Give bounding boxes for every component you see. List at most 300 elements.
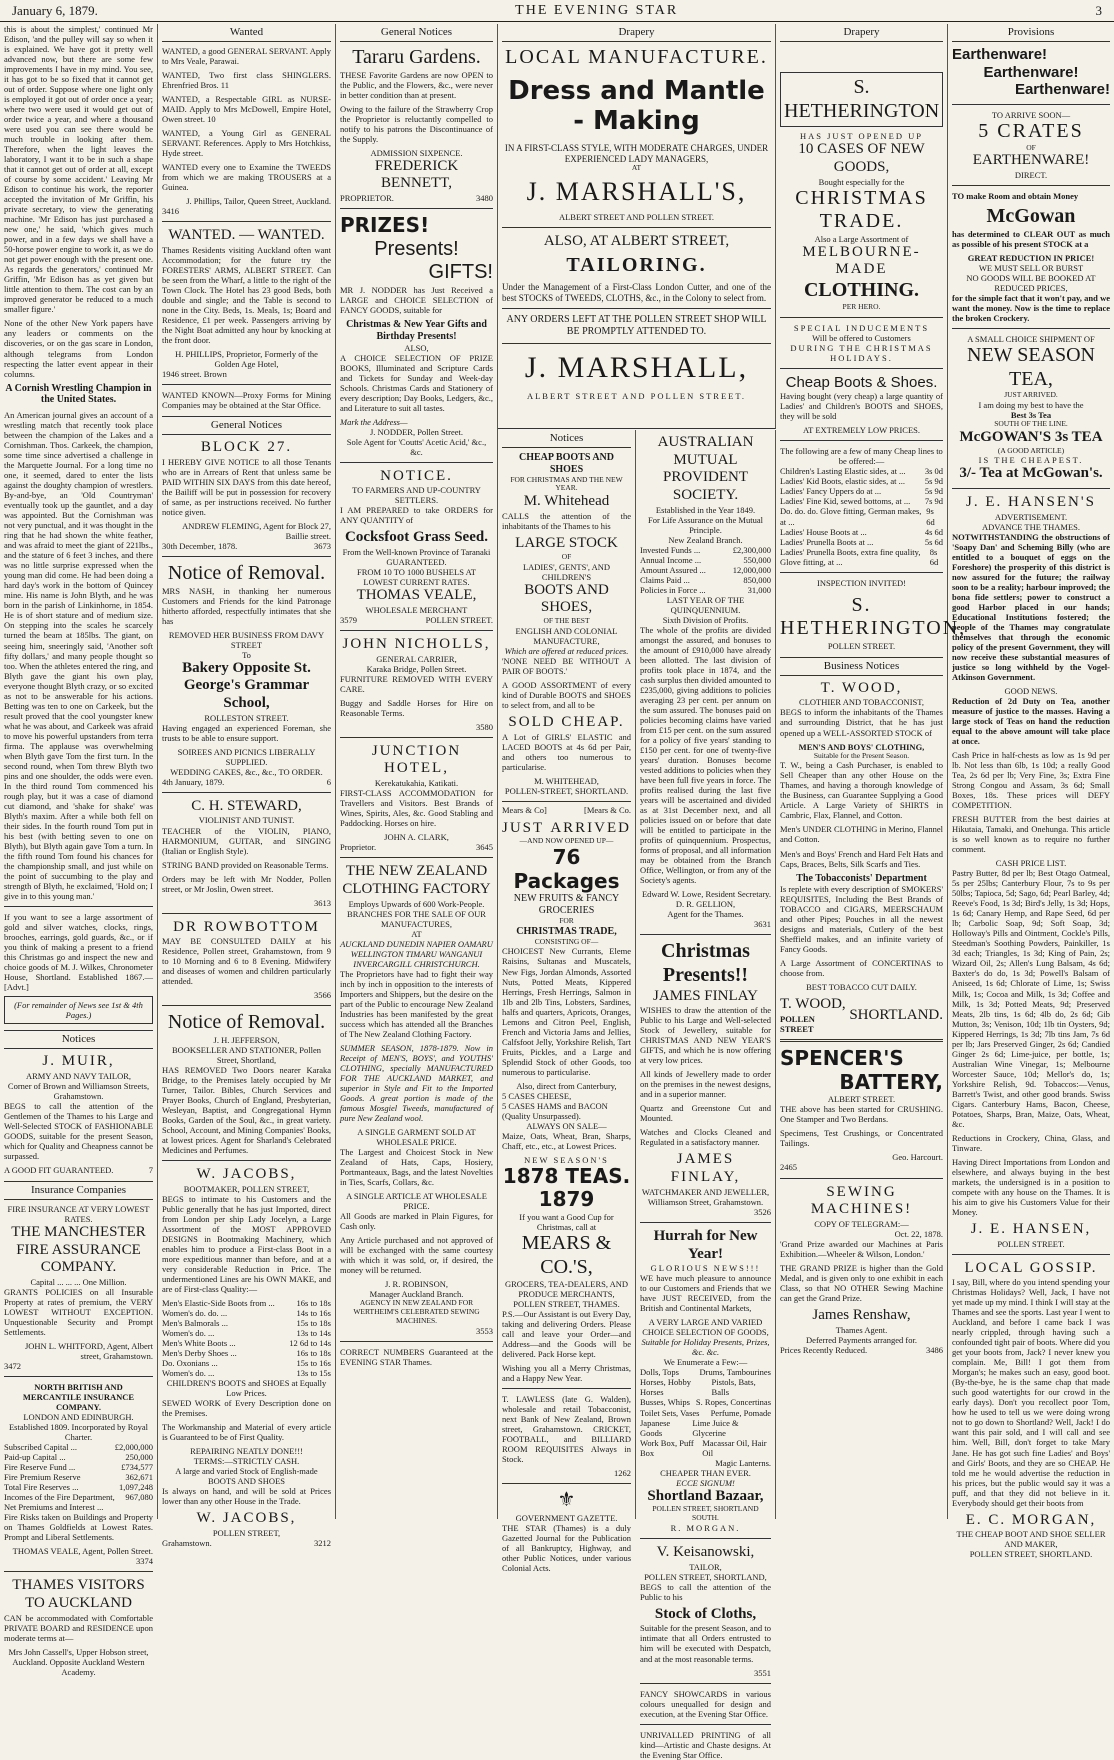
veale-agent: THOMAS VEALE, Agent, Pollen Street. (12, 1546, 153, 1557)
drapery-section-header: Drapery (502, 24, 771, 42)
north-british-figure-row (4, 1452, 153, 1462)
amp-figure-row (640, 555, 771, 565)
amp-figure-row (640, 565, 771, 575)
hurrah-suitable: Suitable for Holiday Presents, Prizes, &c. &c. (641, 1337, 770, 1358)
nz-clothing-heading: THE NEW ZEALAND CLOTHING FACTORY (342, 863, 491, 897)
jacobs2-name: W. JACOBS, (196, 1510, 297, 1527)
hansen2-address: POLLEN STREET. (997, 1238, 1065, 1249)
nodder-signature: J. NODDER, Pollen Street. (369, 426, 464, 437)
amp-figure-row-value: 850,000 (743, 574, 771, 585)
amp-figure-row-label: Invested Funds ... (640, 544, 701, 555)
local-gossip-heading: LOCAL GOSSIP. (964, 1259, 1098, 1276)
jacobs-price-row-value: 13s to 14s (296, 1328, 331, 1339)
whitehead-none: 'NONE NEED BE WITHOUT A PAIR OF BOOTS.' (502, 655, 631, 676)
keisanowski-body-2: Suitable for the present Season, and to intimate that all Orders entrusted to him will be executed with Despatch, and at the most reasonable terms. (640, 1623, 771, 1664)
jacobs-price-row-label: Women's do. ... (162, 1328, 215, 1339)
shortland-bazaar: Shortland Bazaar, (647, 1487, 764, 1504)
provisions-section-header: Provisions (952, 24, 1110, 42)
choicest-goods: CHOICEST New Currants, Eleme Raisins, Sultanas and Muscatels, New Figs, Jordan Almonds, Assorted Nuts, Potted Meats, Kippered Herrings, Fresh Herrings, Salmon in 1lb and 2lb Tins, Lobsters, Sardines, halfs and quarters, Apricots, Oranges, Lemons and Citron Peel, English, French and Victoria Jams and Jellies, Calfsfoot Jelly, Yorkshire Relish, Tart Fruits, Pickles, and a Large and Splendid Stock of other Goods, too numerous to particularise. (502, 946, 631, 1077)
jacobs-price-row-label: Men's Elastic-Side Boots from ... (162, 1298, 275, 1309)
lawless-number: 1262 (614, 1468, 631, 1479)
hetherington-price-row-label: Ladies' Kid Boots, elastic sides, at ... (780, 476, 905, 487)
new-fruits: NEW FRUITS & FANCY GROCERIES (513, 893, 620, 917)
whitford-ad-number: 3472 (4, 1361, 21, 1372)
mears-name: MEARS & CO.'S, (521, 1232, 612, 1278)
jacobs-sewed: SEWED WORK of Every Description done on the Premises. (162, 1398, 331, 1419)
amp-figure-row-label: Policies in Force ... (640, 584, 706, 595)
new-york-papers-text: None of the other New York papers have any leaders or comments on the discoveries, or on the gas scare in London, although telegrams from London respecting the latter event appear in their columns. (4, 318, 153, 379)
jacobs2-subtitle: POLLEN STREET, (212, 1528, 281, 1539)
marshall-address: ALBERT STREET AND POLLEN STREET. (526, 391, 747, 402)
keisanowski-address: POLLEN STREET, SHORTLAND, (644, 1571, 767, 1582)
jacobs-repairing: REPAIRING NEATLY DONE!!! (190, 1446, 303, 1457)
christmas-holidays: DURING THE CHRISTMAS HOLIDAYS. (790, 342, 933, 363)
hurrah-enumerate: We Enumerate a Few:— (663, 1357, 748, 1368)
hetherington-price-row (780, 466, 943, 476)
nz-at: AT (411, 928, 422, 939)
is-cheapest: IS THE CHEAPEST. (978, 455, 1084, 466)
jacobs-price-row (162, 1358, 331, 1368)
whitehead-best: OF THE BEST (543, 615, 590, 625)
local-manufacture: LOCAL MANUFACTURE. (505, 45, 768, 68)
newspaper-title: THE EVENING STAR (515, 2, 679, 18)
clear-out: has determined to CLEAR OUT as much as possible of his present STOCK at a (952, 228, 1110, 249)
five-crates: 5 CRATES (978, 120, 1084, 143)
whitford-agent: JOHN L. WHITFORD, Agent, Albert street, Grahamstown. (24, 1341, 153, 1362)
nicholls-name: JOHN NICHOLLS, (342, 635, 491, 652)
fire-insurance-heading: FIRE INSURANCE AT VERY LOWEST RATES. (7, 1203, 150, 1224)
nz-single-article: A SINGLE ARTICLE AT WHOLESALE PRICE. (346, 1190, 487, 1211)
rowbottom-number: 3566 (314, 990, 331, 1001)
north-british-figure-row-value: £734,577 (121, 1462, 153, 1473)
jacobs-price-row (162, 1318, 331, 1328)
hetherington-price-list (780, 466, 943, 566)
simple-fact: for the simple fact that it won't pay, and we want the money. Now is the time to replace the broken Crockery. (952, 292, 1110, 323)
finlay2-name: JAMES FINLAY, (670, 1151, 741, 1186)
government-gazette-body: THE STAR (Thames) is a duly Gazetted Journal for the Publication of all Bankruptcy, Highway, and other Public Notices, under various Colonial Acts. (502, 1523, 631, 1574)
tailoring-body: Under the Management of a First-Class London Cutter, and one of the best STOCKS of TWEEDS, CLOTHS, &c., in the Colony to select from. (502, 281, 771, 303)
battery-heading: BATTERY, (839, 1069, 943, 1094)
bazaar-item-row-value: Magic Lanterns. (715, 1457, 771, 1468)
north-british-figure-row-label: Incomes of the Fire Department, Net Premiums and Interest ... (4, 1492, 115, 1513)
spencers-heading: SPENCER'S (780, 1046, 904, 1071)
junction-subtitle: Kerekatukahia, Katikati. (374, 778, 459, 789)
jacobs-price-row-label: Women's do. do. ... (162, 1308, 228, 1319)
north-british-established: Established 1809. Incorporated by Royal Charter. (8, 1422, 149, 1443)
north-british-figure-row (4, 1472, 153, 1482)
tobacco-cut: BEST TOBACCO CUT DAILY. (806, 982, 917, 993)
to-arrive-soon: TO ARRIVE SOON— (991, 110, 1071, 121)
block-27-body: I HEREBY GIVE NOTICE to all those Tenants who are in Arrears of Rent that unless same be PAID WITHIN SIX DAYS from this date hereof, the Bailiff will be put in possession for recovery of same, as per instructions received. No further notice given. (162, 456, 331, 517)
nz-branches: BRANCHES FOR THE SALE OF OUR MANUFACTURES, (347, 908, 486, 929)
bazaar-item-row (640, 1438, 771, 1458)
mears-grocers: GROCERS, TEA-DEALERS, AND PRODUCE MERCHANTS, POLLEN STREET, THAMES. (504, 1279, 629, 1310)
muir-body: BEGS to call the attention of the Gentlemen of the Thames to his Large and Well-Selected STOCK of FASHIONABLE GOODS, suitable for the present Season, which for Quality and Cheapness cannot be surpassed. (4, 1100, 153, 1161)
whitehead-reduced: Which are offered at reduced prices. (504, 645, 629, 656)
wood2-street: POLLEN STREET (780, 1014, 815, 1035)
edison-article-text: this is about the simplest,' continued Mr Edison, 'and the pulley will say so when it is explained. We have got it pretty well advanced now, but there are some few improvements I have in my mind. You see, it has got to be so fixed that it cannot get out of order. Suppose where one light only is employed it got out of order once a year; where two were used it would get out of order twice a year, and where a thousand were used you can see there would be much trouble in looking after them. Therefore, when the light leaves the laboratory, I want it to be in such a shape that it cannot get out of order at all, except of course by some accident.' Leaving Mr Edison to continue his work, the reporter accepted the invitation of Mr Griffin, his private secretary, to view the generating machine. 'Mr Edison has just purchased a new one,' he said, 'which gives much power, and in a few days we shall have a 50-horse power engine to work it, as we do not get power enough with the present one. As regards the generators,' continued Mr Griffin, 'Mr Edison has as yet given but little attention to them. The cost can by an improved generator be reduced to a much smaller figure.' (4, 24, 153, 315)
prices-reduced: Prices Recently Reduced. (780, 1344, 868, 1355)
wood2-name: T. WOOD, (780, 996, 846, 1013)
bazaar-item-row-label: Dolls, Tops (640, 1367, 679, 1378)
cash-price-list: Pastry Butter, 8d per lb; Best Otago Oatmeal, 5s per 25lbs; Canterbury Flour, 7s to 9s per 50lbs; Tapioca, 5d; Sago, 6d; Pearl Barley, 4d; Reeve's Food, 1s 3d; Bird's Jelly, 1s 3d; Hops, 1s 6d; Canary Hemp, and Rape Seed, 6d per lb; Carbolic Soap, 9d; Soft Soap, 3d; Holloway's Pills and Ointment, Cockle's Pills, Steedman's Soothing Powders, Painkiller, 1s 3d each; Triangles, 1s 3d; King of Pain, 2s; Wizard Oil, 2s; Allen's Lung Balsam, 4s 6d; Baxter's do do, 1s 3d; Powell's Balsam of Aniseed, 1s 6d; Chlorate of Lime, 1s; Swiss Milk, 1s; Cocoa and Milk, 1s 3d; Coffee and Milk, 1s 3d; Potted Meats, 9d; Preserved Meats, 2lb tins, 1s 6d; 4lb do, 2s 6d; Gib Mutton, 3s; Venison, 10d; 1lb tin Oysters, 9d; Kippered Herrings, 1s 3d; 7lb tins Jam, 7s 6d per lb; Jars Preserved Ginger, 2s 6d; Candied Ginger 2s 6d; Lime-juice, per bottle, 1s; Australian Wine Vinegar, 1s; Melbourne Worcester Sauce, 10d; Mellor's do, 1s; Yorkshire Relish, 9d. Tobaccos:—Venus, Barrett's Twist, and other good brands. Swiss Cigars. Canterbury Hams, Bacon, Cheese, Potatoes, Sharps, Bran, Maize, Oats, Wheat, &c. (952, 868, 1110, 1129)
bazaar-item-row (640, 1408, 771, 1418)
amp-figure-row-label: Annual Income ... (640, 554, 702, 565)
jacobs-children: CHILDREN'S BOOTS and SHOES at Equally Low Prices. (166, 1378, 327, 1399)
nash-body: MRS NASH, in thanking her numerous Customers and Friends for the kind Patronage hitherto afforded, respectfully intimates that she has (162, 585, 331, 626)
hetherington-price-row (780, 476, 943, 486)
earthenware-2: Earthenware! (983, 63, 1079, 81)
lawless-ad: T. LAWLESS (late G. Walden), wholesale and retail Tobacconist, next Bank of New Zealand, Brown street, Grahamstown. CRICKET, FOOTBALL, and BILLIARD ROOM REQUISITES Always in Stock. (502, 1394, 631, 1465)
column-drapery-marshall (498, 24, 776, 429)
no-goods-booked: NO GOODS WILL BE BOOKED AT REDUCED PRICES, (966, 272, 1096, 293)
bazaar-item-row-value: S. Ropes, Concertinas (695, 1397, 771, 1408)
wertheim-agency: AGENCY IN NEW ZEALAND FOR WERTHEIM'S CELEBRATED SEWING MACHINES. (353, 1298, 480, 1325)
hansen-advertisement: ADVERTISEMENT. (994, 511, 1068, 522)
hetherington-price-row-label: Ladies' Prunella Boots, extra fine quality, Glove fitting, at ... (780, 546, 921, 567)
bazaar-item-row-value: Pistols, Bats, Balls (711, 1377, 756, 1398)
whitehead-of: OF (561, 551, 572, 561)
junction-body: FIRST-CLASS ACCOMMODATION for Travellers and Visitors. Best Brands of Wines, Spirits, Ales, &c. Good Stabling and Paddocking. Horses on hire. (340, 788, 493, 829)
earthenware-3: Earthenware! (1014, 81, 1110, 99)
gifts-heading: GIFTS! (428, 261, 493, 284)
nash-soirees: SOIREES AND PICNICS LIBERALLY SUPPLIED. (177, 746, 316, 767)
muir-subtitle: ARMY AND NAVY TAILOR, (25, 1070, 132, 1081)
following-lines: The following are a few of many Cheap lines to be offered:— (780, 446, 943, 467)
wanted-shinglers-text: WANTED, Two first class SHINGLERS. Ehrenfried Bros. (162, 70, 331, 91)
must-sell: WE MUST SELL OR BURST (978, 262, 1084, 273)
column-notices-mears (498, 430, 636, 1574)
bazaar-item-list (640, 1367, 771, 1467)
north-british-figure-row-value: 362,671 (125, 1472, 153, 1483)
robinson-name: J. R. ROBINSON, (384, 1279, 449, 1290)
mears-left: Mears & Co] (502, 804, 547, 815)
harcourt-signature: Geo. Harcourt. (892, 1152, 943, 1163)
nash-wedding: WEDDING CAKES, &c., &c., TO ORDER. (170, 766, 323, 777)
nodder-christmas: Christmas & New Year Gifts and Birthday Presents! (346, 318, 487, 342)
hetherington-price-row-value: 5s 9d (924, 476, 943, 487)
telegram-body: 'Grand Prize awarded our Machines at Paris Exhibition.—Wheeler & Wilson, London.' (780, 1238, 943, 1259)
amp-figure-row-value: 550,000 (743, 554, 771, 565)
wood2-left (780, 996, 849, 1034)
mcgowan-name: McGowan (986, 205, 1076, 228)
deferred-payments: Deferred Payments arranged for. (806, 1334, 917, 1345)
cash-price: Cash Price in half-chests as low as 1s 9d per lb. Not less than 6lb, 1s 10d; a really Good Tea, 2s 6d per lb; Very Fine, 3s; Extra Fine Strong Congou and Assam, 3s 6d; Small Boxes, 18s. These prices will DEFY COMPETITION. (952, 750, 1110, 811)
wanted-servant: WANTED, a good GENERAL SERVANT. Apply to Mrs Veale, Parawai. (162, 45, 331, 66)
gellion-name: D. R. GELLION, (675, 899, 736, 910)
general-notices-header-2: General Notices (340, 24, 493, 42)
block-27-number: 3673 (314, 540, 331, 551)
melbourne-made: MELBOURNE-MADE (802, 243, 921, 278)
amp-figure-row-label: Claims Paid ... (640, 574, 690, 585)
jacobs-english: A large and varied Stock of English-made BOOTS AND SHOES (175, 1466, 318, 1487)
jacobs-price-list (162, 1298, 331, 1378)
wilkes-advertisement: If you want to see a large assortment of gold and silver watches, clocks, rings, brooches, earrings, gold guards, &c., or if you think of making a present to a friend this Christmas go and inspect the new and choice goods of M. J. Wilkes, Chronometer House, Shortland. Established 1867.—[Advt.] (4, 911, 153, 993)
jacobs-price-row-label: Women's do. ... (162, 1368, 215, 1379)
tea-at-mcgowans: 3/- Tea at McGowan's. (959, 465, 1103, 482)
spencers-body-2: Specimens, Test Crushings, or Concentrated Tailings. (780, 1128, 943, 1149)
spencers-address: ALBERT STREET. (827, 1094, 896, 1105)
notices-section-header: Notices (4, 1030, 153, 1049)
jacobs-price-row-label: Men's Balmorals ... (162, 1318, 228, 1329)
gellion-subtitle: Agent for the Thames. (667, 909, 744, 920)
north-british-figure-row (4, 1462, 153, 1472)
mcgowans-3s-tea: McGOWAN'S 3s TEA (959, 428, 1103, 445)
bazaar-morgan: R. MORGAN. (670, 1523, 741, 1533)
north-british-risks: Fire Risks taken on Buildings and Property on Thames Goldfields at Lowest Rates. Prompt and Liberal Settlements. (4, 1512, 153, 1543)
steward-number: 3613 (314, 897, 331, 908)
block-27-date: 30th December, 1878. (162, 540, 238, 551)
wood-hats: Men's and Boys' French and Hard Felt Hats and Caps, Braces, Belts, Silk Scarfs and Ties. (780, 848, 943, 869)
phillips-tailor-number: 3416 (162, 206, 179, 217)
news-continuation-note: (For remainder of News see 1st & 4th Pages.) (4, 996, 153, 1024)
amp-nz-branch: New Zealand Branch. (668, 534, 743, 545)
jacobs-terms: TERMS:—STRICTLY CASH. (193, 1456, 300, 1467)
whitehead-address: POLLEN-STREET, SHORTLAND. (504, 785, 629, 796)
hetherington-price-row-value: 4s 6d (924, 526, 943, 537)
amp-last-year: LAST YEAR OF THE QUINQUENNIUM. (666, 594, 745, 615)
cash-price-list-heading: CASH PRICE LIST. (995, 858, 1067, 869)
cheap-boots-subtitle: FOR CHRISTMAS AND THE NEW YEAR. (510, 474, 623, 493)
column-news (0, 24, 158, 1677)
cheap-boots-low: AT EXTREMELY LOW PRICES. (802, 425, 921, 436)
amp-for: For Life Assurance on the Mutual Principle. (648, 514, 763, 535)
block-27-heading: BLOCK 27. (200, 439, 293, 456)
bazaar-item-row-label: Work Box, Puff Box (640, 1437, 694, 1458)
hetherington-christmas: CHRISTMAS (795, 186, 928, 209)
amp-figure-row-value: 31,000 (747, 584, 771, 595)
good-cup: If you want a Good Cup for Christmas, call at (519, 1211, 614, 1232)
cheap-boots-heading: CHEAP BOOTS AND SHOES (518, 451, 615, 475)
north-british-figure-row-value: 250,000 (125, 1452, 153, 1463)
wood2-shortland: SHORTLAND. (849, 1006, 943, 1023)
earthenware-1: Earthenware! (952, 45, 1048, 63)
north-british-figures (4, 1442, 153, 1512)
clark-number: 3645 (476, 842, 493, 853)
bazaar-item-row (640, 1377, 771, 1397)
consisting-of: CONSISTING OF— (534, 936, 599, 946)
wanted-wanted-heading: WANTED. — WANTED. (168, 227, 325, 244)
jacobs-price-row (162, 1348, 331, 1358)
bennett-number: 3480 (476, 193, 493, 204)
hetherington-price-row-label: Ladies' Fancy Uppers do at ... (780, 486, 882, 497)
hetherington-price-row-value: 5s 9d (924, 486, 943, 497)
fresh-butter: FRESH BUTTER from the best dairies at Hikutaia, Tamaki, and Onehunga. This article is so well known as to require no further comment. (952, 814, 1110, 855)
foresters-arms-body: Thames Residents visiting Auckland often want Accommodation; for the future try the FORESTERS' ARMS, ALBERT STREET. Can be seen from the Wharf, a little to the right of the Town Clock. The Hotel has 23 good Beds, both double and single; and the Table is second to none in the City. Beds, 1s. Meals, 1s; Board and Residence, £1 per week. Passengers arriving by the Night Boat admitted any hour by knocking at the front door. (162, 244, 331, 346)
nz-body: The Proprietors have had to fight their way inch by inch in opposition to the interests of Importers and Shippers, but the desire on the part of the Public to encourage New Zealand Industries has been manifested by the great success which has attended all the Branches of The New Zealand Clothing Factory. (340, 968, 493, 1039)
muir-fit: A GOOD FIT GUARANTEED. (4, 1164, 114, 1175)
wanted-section-header: Wanted (162, 24, 331, 42)
special-inducements: SPECIAL INDUCEMENTS (793, 322, 930, 333)
bazaar-item-row-value: Drums, Tambourines (699, 1367, 771, 1378)
keisanowski-name: V. Keisanowski, (656, 1544, 755, 1561)
hetherington-name: S. HETHERINGTON (780, 72, 943, 127)
sewing-machines-heading: SEWING MACHINES! (810, 1183, 913, 1218)
hetherington2-name: S. HETHERINGTON, (780, 593, 967, 640)
jacobs-price-row-value: 13s to 15s (296, 1368, 331, 1379)
nz-employs: Employs Upwards of 600 Work-People. (348, 898, 485, 909)
mears-ps: P.S.—Our Assistant is out Every Day, taking and delivering Orders. Please call and leave your Order—and Address—and the Goods will be delivered. Pack Horse kept. (502, 1309, 631, 1360)
hetherington-price-row-label: Ladies' House Boots at ... (780, 526, 867, 537)
hansen-body: NOTWITHSTANDING the obstructions of 'Soapy Dan' and Scheming Billy (who are entitled to a bouquet of eggs on the Foreshore) the prosperity of this district is now assured for the future; the railway soon to be a reality; harbour improved; the bona fide settlers; power to construct a good Harbor placed in our hands; Educational Institutions fostered; the people of the Thames may congratulate themselves that through the economic policy of the present Government, they will now receive these substantial measures of justice so long withheld by the Vogel-Atkinson Government. (952, 531, 1110, 683)
tararu-body-2: Owing to the failure of the Strawberry Crop the Proprietor is reluctantly compelled to notify to his patrons the Discontinuance of the Supply. (340, 103, 493, 144)
nicholls-subtitle: GENERAL CARRIER, (376, 653, 457, 664)
veale-name: THOMAS VEALE, (356, 587, 477, 604)
albert-street-also: ALSO, AT ALBERT STREET, (543, 232, 730, 249)
wood-under: Men's UNDER CLOTHING in Merino, Flannel and Cotton. (780, 824, 944, 845)
hetherington-price-row (780, 506, 943, 526)
manchester-capital: Capital ... ... ... One Million. (30, 1276, 127, 1287)
always-on-sale: ALWAYS ON SALE— (526, 1120, 607, 1131)
nodder-body: MR J. NODDER has Just Received a LARGE and CHOICE SELECTION of FANCY GOODS, suitable for (340, 284, 493, 315)
marshall-name: J. MARSHALL, (524, 350, 749, 384)
clark-subtitle: Proprietor. (340, 842, 377, 853)
packages-heading: 76 Packages (513, 845, 620, 893)
concertinas: A Large Assortment of CONCERTINAS to choose from. (780, 958, 943, 979)
marshalls-name: J. MARSHALL'S, (526, 176, 747, 206)
nicholls-number: 3580 (476, 721, 493, 732)
masthead (0, 0, 1114, 22)
jacobs-price-row-value: 16s to 18s (296, 1348, 331, 1359)
hansen-name: J. E. HANSEN'S (966, 494, 1096, 511)
jacobs2-number: 3212 (314, 1538, 331, 1549)
advance-thames: ADVANCE THE THAMES. (982, 521, 1080, 532)
jacobs-price-row-value: 12 6d to 14s (289, 1338, 331, 1349)
wanted-nursemaid (162, 94, 331, 124)
jacobs-workmanship: The Workmanship and Material of every article is Guaranteed to be of First Quality. (162, 1422, 331, 1443)
amp-figure-row (640, 545, 771, 555)
north-british-figure-row-label: Fire Reserve Fund ... (4, 1462, 76, 1473)
renshaw-subtitle: Thames Agent. (835, 1324, 888, 1335)
hetherington-trade: TRADE. (819, 210, 904, 233)
direct-importations: Having Direct Importations from London and elsewhere, and always buying in the best markets, the undersigned is in a position to compete with any house on the Thames. It is his aim to give his Customers Value for their Money. (952, 1156, 1110, 1217)
nash-to: To (242, 649, 251, 660)
nz-summer: SUMMER SEASON, 1878-1879. Now in Receipt of MEN'S, BOYS', and YOUTHS' CLOTHING, specially MANUFACTURED FOR THE AUCKLAND MARKET, and superior in Style and Fit to the Imported Goods. A great portion is made of the famous Mosgiel Tweeds, manufactured of pure New Zealand wool. (340, 1042, 493, 1123)
hetherington-price-row (780, 547, 943, 567)
hetherington-also: Also a Large Assortment of (814, 233, 909, 244)
nz-single-garment: A SINGLE GARMENT SOLD AT WHOLESALE PRICE. (357, 1126, 476, 1147)
rowbottom-body: MAY BE CONSULTED DAILY at his Residence, Pollen street, Grahamstown, from 9 to 10 Morning and 6 to 8 Evening. Midwifery and diseases of women and children particularly attended. (162, 936, 331, 987)
new-season-heading: NEW SEASON'S (524, 1154, 609, 1165)
veale-subtitle: WHOLESALE MERCHANT (365, 604, 468, 615)
whitehead-large: LARGE STOCK (515, 534, 618, 551)
finlay-name: JAMES FINLAY (653, 987, 758, 1004)
bazaar-item-row-label: Japanese Goods (640, 1417, 671, 1438)
amp-lowe: Edward W. Lowe, Resident Secretary. (641, 889, 771, 900)
column-wanted (158, 24, 336, 1549)
manchester-body: GRANTS POLICIES on all Insurable Property at rates of premium, the VERY LOWEST WITHOUT EXCEPTION. Unquestionable Security and Prompt Settlements. (4, 1286, 153, 1338)
hurrah-heading: Hurrah for New Year! (653, 1227, 758, 1262)
wood-body: BEGS to inform the inhabitants of the Thames and surrounding District, that he has just opened up a WELL-ASSORTED STOCK of (780, 707, 943, 738)
hetherington-cases: 10 CASES OF NEW GOODS, (798, 141, 925, 175)
veale-from: From the Well-known Province of Taranaki GUARANTEED. (342, 547, 491, 568)
nash-date: 4th January, 1879. (162, 776, 225, 787)
bazaar-item-row-value: Perfume, Pomade (710, 1407, 771, 1418)
bazaar-item-row-label: Busses, Whips (640, 1397, 690, 1408)
gellion-number: 3631 (754, 919, 771, 930)
dress-at: AT (631, 163, 642, 173)
direct: DIRECT. (1014, 170, 1048, 181)
renshaw-name: James Renshaw, (812, 1307, 911, 1323)
great-reduction: GREAT REDUCTION IN PRICE! (967, 252, 1095, 263)
canterbury: Also, direct from Canterbury, (516, 1080, 617, 1091)
nash-removed: REMOVED HER BUSINESS FROM DAVY STREET (168, 629, 325, 650)
wanted-shinglers-number: 11 (220, 80, 229, 91)
morgan-address: POLLEN STREET, SHORTLAND. (969, 1549, 1093, 1560)
just-arrived-right: ARRIVED (550, 819, 631, 836)
jacobs-price-row-value: 15s to 16s (296, 1358, 331, 1369)
column-drapery-hetherington (776, 24, 967, 1519)
nodder-body-2: A CHOICE SELECTION OF PRIZE BOOKS, Illuminated and Scripture Cards and Tickets for Sunday and Week-day Schools. Christmas Cards and Stationery of every description; Day Books, Ledgers, &c., and Literature to suit all tastes. (340, 352, 493, 413)
morgan-subtitle: THE CHEAP BOOT AND SHOE SELLER AND MAKER, (956, 1529, 1106, 1550)
bazaar-item-row (640, 1367, 771, 1377)
amp-body: The whole of the profits are divided amongst the assured, and bonuses to the amount of £910,000 have already been allotted. The last division of profits took place in 1874, and the cash surplus then divided amounted to £235,000, giving additions to policies averaging 23 per cent. per annum on the sum assured. The bonuses paid on policies becoming claims have varied from £15 per cent. on the sum assured for a policy of five years' standing to £150 per cent. for one of twenty-five years' duration. Bonuses become vested additions to policies when they have been full five years in force. The profits realised during the last five years will be ascertained and divided as at 31st December next, and all policies issued on or before that date will be entitled to participate in the profits of quinquennium. Prospectus, forms of proposal, and all information may be obtained from the Branch Office, Wellington, or from any of the Society's agents. (640, 624, 771, 886)
wood-body-2: T. W., being a Cash Purchaser, is enabled to Sell Cheaper than any other House on the Thames, and having a thorough knowledge of the Business, can Guarantee Supplying a Good Article. A Large Variety of SHIRTS in Cambric, Flax, Flannel, and Cotton. (780, 760, 943, 821)
telegram-heading: COPY OF TELEGRAM:— (814, 1218, 909, 1229)
notice-heading: NOTICE. (380, 467, 453, 484)
general-notices-header: General Notices (162, 416, 331, 435)
wanted-shinglers (162, 70, 331, 90)
government-gazette-heading: GOVERNMENT GAZETTE. (515, 1513, 618, 1524)
telegram-date: Oct. 22, 1878. (894, 1228, 943, 1239)
christmas-presents-heading: Christmas Presents!! (661, 940, 750, 986)
teas-heading: 1878 TEAS. 1879 (502, 1163, 631, 1212)
bazaar-item-row (640, 1397, 771, 1407)
good-news: GOOD NEWS. (1004, 686, 1058, 697)
nz-marked: All Goods are marked in Plain Figures, for Cash only. (340, 1211, 493, 1232)
jacobs-english-body: Is always on hand, and will be sold at Prices lower than any other House in the Trade. (162, 1486, 331, 1507)
nicholls-buggy: Buggy and Saddle Horses for Hire on Reasonable Terms. (340, 697, 493, 718)
cases-hams: 5 CASES HAMS and BACON (Quality Unsurpassed). (502, 1100, 608, 1121)
amp-sixth: Sixth Division of Profits. (662, 614, 749, 625)
glorious-news: GLORIOUS NEWS!!! (650, 1263, 761, 1274)
jacobs-price-row (162, 1338, 331, 1348)
tailoring-heading: TAILORING. (566, 254, 707, 277)
hetherington2-address: POLLEN STREET. (827, 640, 896, 651)
hurrah-body: WE have much pleasure to announce to our Customers and Friends that we have JUST RECEIVED, from the British and Continental Markets, (640, 1273, 771, 1314)
nz-towns: AUCKLAND DUNEDIN NAPIER OAMARU WELLINGTON TIMARU WANGANUI INVERCARGILL CHRISTCHURCH. (340, 938, 493, 969)
page-number: 3 (1095, 2, 1102, 18)
column-general-notices (336, 24, 498, 1519)
nicholls-address: Karaka Bridge, Pollen Street. (366, 663, 467, 674)
amp-heading: AUSTRALIAN MUTUAL PROVIDENT SOCIETY. (657, 434, 754, 504)
hetherington-price-row (780, 496, 943, 506)
notices-section-header-2: Notices (502, 430, 631, 448)
phillips-tailor-signature: J. Phillips, Tailor, Queen Street, Auckland. (186, 196, 331, 207)
wanted-nursemaid-number: 10 (207, 114, 216, 125)
prizes-heading: PRIZES! (340, 213, 430, 238)
amp-figure-row (640, 575, 771, 585)
bazaar-item-row-value: Macassar Oil, Hair Oil (702, 1437, 767, 1458)
cocksfoot-heading: Cocksfoot Grass Seed. (345, 529, 488, 546)
whitehead-english: ENGLISH AND COLONIAL MANUFACTURE, (515, 625, 618, 646)
cheap-boots-body: Having bought (very cheap) a large quantity of Ladies' and Children's BOOTS and SHOES, they will be sold (780, 391, 943, 422)
just-arrived-left: JUST (502, 819, 545, 836)
north-british-figure-row-value: 1,097,248 (119, 1482, 153, 1493)
nash-number: 6 (326, 776, 331, 787)
veale-grass-body: I AM PREPARED to take ORDERS for ANY QUANTITY of (340, 505, 493, 526)
finlay2-subtitle: WATCHMAKER AND JEWELLER, Williamson Street, Grahamstown. (641, 1186, 770, 1207)
north-british-figure-row-label: Subscribed Capital ... (4, 1442, 77, 1453)
spencers-body: THE above has been started for CRUSHING. One Stamper and Two Berdans. (780, 1104, 943, 1125)
north-british-figure-row-label: Total Fire Reserves ... (4, 1482, 79, 1493)
nodder-mark: Mark the Address— (340, 416, 408, 427)
clothing-heading: CLOTHING. (803, 279, 920, 302)
bennett-subtitle: PROPRIETOR. (340, 193, 394, 204)
jefferson-body: HAS REMOVED Two Doors nearer Karaka Bridge, to the Premises lately occupied by Mr Turner, Tailor. Bibles, Church Services and Prayer Books, Church of England, Presbyterian, Wesleyan, Baptist, and Congregational Hymn Books, Garden of the Soul, &c., in great variety. School, Account, and Mining Companies' Books, at lowest prices. Agent for Sharland's Celebrated Medicines and Perfumes. (162, 1065, 331, 1156)
insurance-section-header: Insurance Companies (4, 1181, 153, 1200)
bazaar-item-row-value: Lime Juice & Glycerine (692, 1417, 739, 1438)
